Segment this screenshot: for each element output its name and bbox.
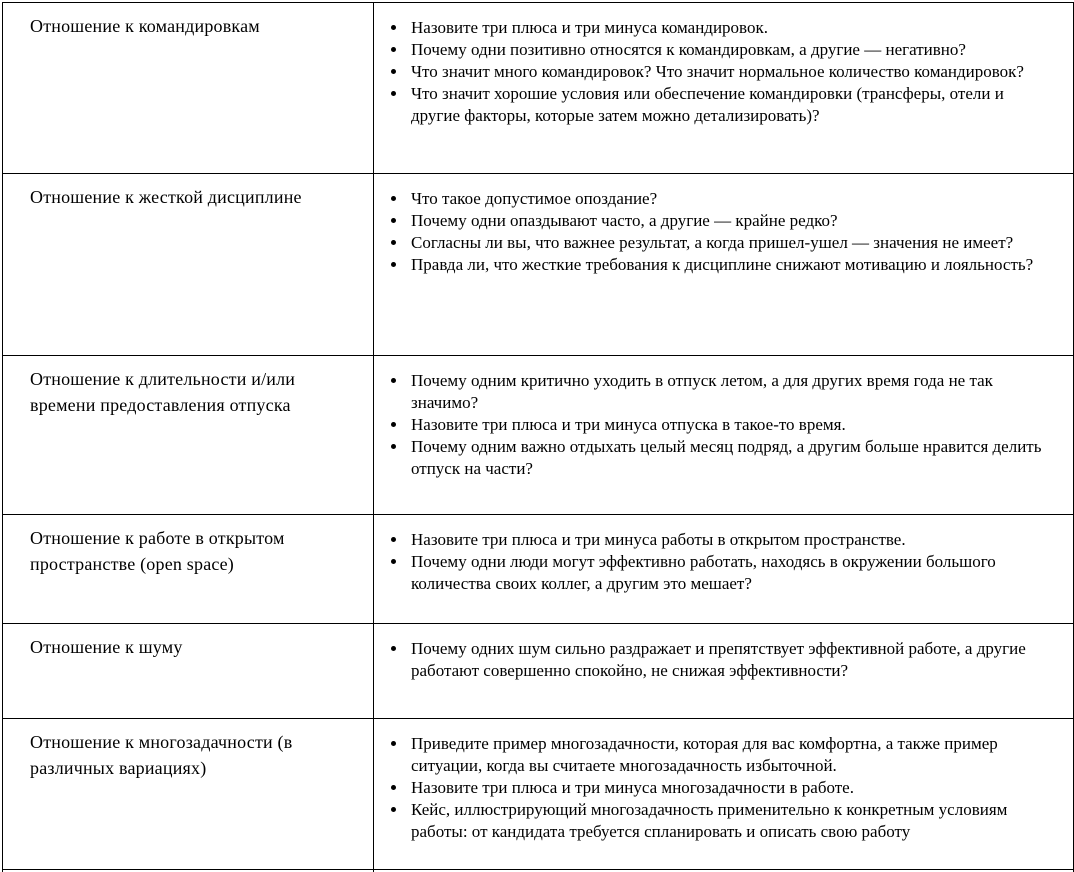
questions-list [374,188,1073,276]
topic-text: Отношение к командировкам [30,16,260,36]
table-row [3,3,1074,174]
question-item: • Почему одни позитивно относятся к командировкам, а другие — негативно? [408,39,1045,61]
questions-list [374,17,1073,127]
question-item: • Назовите три плюса и три минуса работы в открытом пространстве. [408,529,1045,551]
questions-cell [374,624,1074,719]
topic-cell [3,719,374,870]
topic-text: Отношение к работе в открытом пространстве (open space) [30,528,285,574]
topic-text: Отношение к жесткой дисциплине [30,187,302,207]
question-item: • Назовите три плюса и три минуса командировок. [408,17,1045,39]
questions-list [374,370,1073,480]
question-item: • Назовите три плюса и три минуса многозадачности в работе. [408,777,1045,799]
topic-cell [3,174,374,356]
questions-list [374,638,1073,682]
question-item: • Почему одни люди могут эффективно работать, находясь в окружении большого количества своих коллег, а другим это мешает? [408,551,1045,595]
question-item: • Что значит много командировок? Что значит нормальное количество командировок? [408,61,1045,83]
question-item: • Согласны ли вы, что важнее результат, а когда пришел-ушел — значения не имеет? [408,232,1045,254]
table-row [3,719,1074,870]
topic-cell [3,624,374,719]
question-item: • Почему одним важно отдыхать целый месяц подряд, а другим больше нравится делить отпуск на части? [408,436,1045,480]
questions-cell [374,356,1074,515]
question-item: • Почему одни опаздывают часто, а другие — крайне редко? [408,210,1045,232]
table-row [3,356,1074,515]
topic-cell [3,3,374,174]
questions-list [374,529,1073,595]
topic-text: Отношение к шуму [30,637,183,657]
topic-cell [3,515,374,624]
question-item: • Приведите пример многозадачности, которая для вас комфортна, а также пример ситуации, когда вы считаете многозадачность избыточной. [408,733,1045,777]
question-item: • Что такое допустимое опоздание? [408,188,1045,210]
questions-list [374,733,1073,843]
table-row [3,515,1074,624]
topic-text: Отношение к длительности и/или времени предоставления отпуска [30,369,296,415]
questions-cell [374,3,1074,174]
question-item: • Почему одних шум сильно раздражает и препятствует эффективной работе, а другие работают совершенно спокойно, не снижая эффективности? [408,638,1045,682]
table-row [3,174,1074,356]
questions-cell [374,719,1074,870]
question-item: • Назовите три плюса и три минуса отпуска в такое-то время. [408,414,1045,436]
table-row [3,624,1074,719]
question-item: • Правда ли, что жесткие требования к дисциплине снижают мотивацию и лояльность? [408,254,1045,276]
questions-cell [374,174,1074,356]
question-item: • Что значит хорошие условия или обеспечение командировки (трансферы, отели и другие факторы, которые затем можно детализировать)? [408,83,1045,127]
question-item: • Почему одним критично уходить в отпуск летом, а для других время года не так значимо? [408,370,1045,414]
questions-table [2,2,1074,872]
questions-cell [374,515,1074,624]
topic-cell [3,356,374,515]
topic-text: Отношение к многозадачности (в различных вариациях) [30,732,293,778]
question-item: • Кейс, иллюстрирующий многозадачность применительно к конкретным условиям работы: от кандидата требуется спланировать и описать свою работу [408,799,1045,843]
